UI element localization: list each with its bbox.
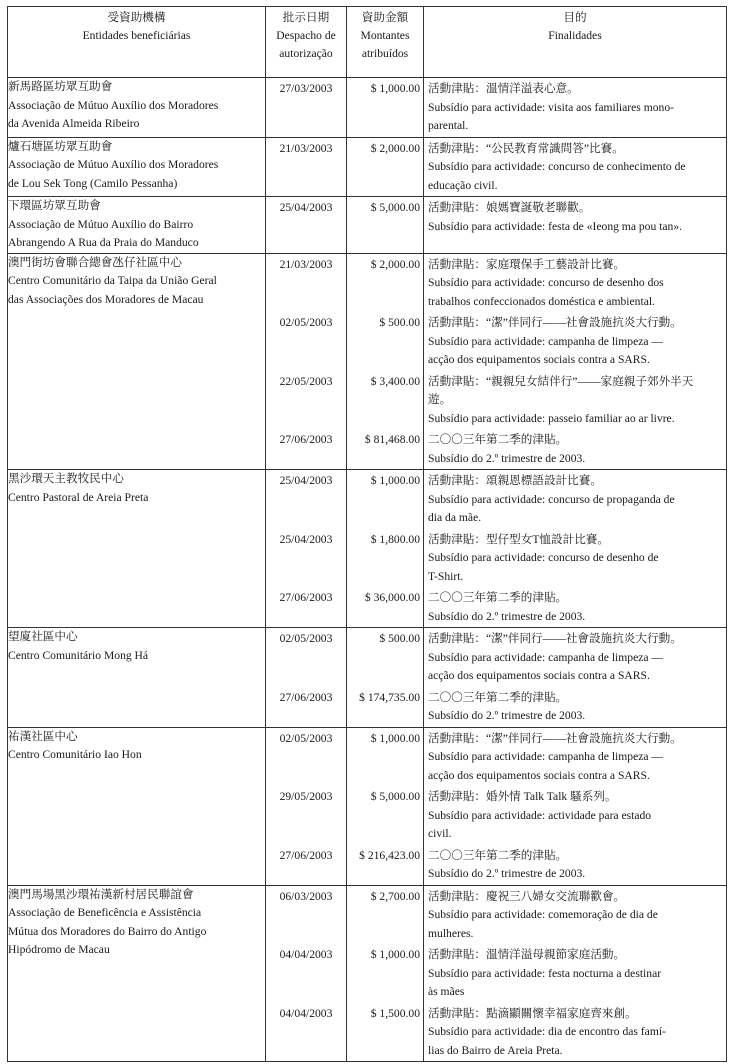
header-amount-zh: 資助金額: [361, 11, 409, 24]
grant-amount: [347, 254, 420, 313]
purpose-pt: Subsídio para actividade: comemoração de dia de: [428, 908, 658, 921]
grant-amount: [347, 312, 420, 371]
amount-cell: [347, 78, 424, 138]
date-value: 27/06/2003: [279, 433, 333, 446]
entity-name-pt: Centro Comunitário Mong Há: [8, 648, 149, 662]
grant-purpose: [428, 1003, 724, 1062]
amount-cell: [347, 628, 424, 728]
date-value: 27/03/2003: [279, 82, 333, 95]
purpose-pt: civil.: [428, 827, 452, 840]
amount-value: $ 1,000.00: [370, 474, 420, 487]
purpose-zh: 活動津貼：家庭環保手工藝設計比賽。: [428, 257, 626, 271]
amount-cell: [347, 253, 424, 470]
date-cell: [266, 628, 347, 728]
amount-value: $ 1,000.00: [370, 82, 420, 95]
entity-name-pt: Centro Pastoral de Areia Preta: [8, 490, 149, 504]
header-entity-pt: Entidades beneficiárias: [82, 29, 191, 42]
grant-purpose: [428, 728, 724, 787]
date-value: 21/03/2003: [279, 257, 333, 271]
date-cell: [266, 727, 347, 885]
purpose-cell: [424, 628, 727, 728]
purpose-zh: 活動津貼：慶祝三八婦女交流聯歡會。: [428, 889, 626, 903]
grant-purpose: [428, 429, 724, 469]
purpose-pt: Subsídio do 2.º trimestre de 2003.: [428, 609, 586, 623]
entity-name-pt: Associação de Beneficência e Assistência: [8, 906, 202, 919]
amount-cell: [347, 470, 424, 628]
grants-body: [8, 78, 727, 1062]
entity-cell: [8, 197, 266, 254]
grant-purpose: [428, 470, 724, 529]
grant-purpose: [428, 312, 724, 371]
purpose-zh: 活動津貼：型仔型女T恤設計比賽。: [428, 532, 609, 546]
purpose-pt: Subsídio para actividade: dia de encontro das famí-: [428, 1025, 666, 1038]
purpose-pt: T-Shirt.: [428, 569, 464, 583]
purpose-pt: educação civil.: [428, 178, 498, 192]
grant-date: [266, 529, 346, 588]
purpose-pt: Subsídio para actividade: actividade para estado: [428, 808, 652, 822]
purpose-pt: Subsídio para actividade: festa de «Ieong ma pou tan».: [428, 219, 683, 233]
purpose-pt: Subsídio para actividade: passeio familiar ao ar livre.: [428, 411, 675, 425]
purpose-pt: Subsídio para actividade: festa nocturna a destinar: [428, 966, 662, 980]
grant-purpose: [428, 687, 724, 727]
grant-date: [266, 728, 346, 787]
amount-value: $ 5,000.00: [370, 790, 420, 803]
amount-value: $ 2,000.00: [370, 141, 420, 155]
entity-cell: [8, 885, 266, 1062]
date-cell: [266, 885, 347, 1062]
grant-date: [266, 1003, 346, 1062]
purpose-cell: [424, 727, 727, 885]
amount-value: $ 1,000.00: [370, 731, 420, 745]
grant-amount: [347, 138, 420, 197]
purpose-pt: Subsídio para actividade: visita aos familiares mono-: [428, 100, 674, 114]
purpose-zh: 活動津貼：頌親恩標語設計比賽。: [428, 474, 602, 487]
header-amount: [347, 7, 424, 78]
purpose-pt: às mães: [428, 985, 465, 998]
grant-date: [266, 197, 346, 237]
grant-amount: [347, 78, 420, 137]
entity-name-pt: Centro Comunitário da Taipa da União Geral: [8, 274, 217, 287]
entity-cell: [8, 628, 266, 728]
entity-name-pt: Associação de Mútuo Auxílio dos Moradores: [8, 98, 219, 112]
purpose-pt: acção dos equipamentos sociais contra a SARS.: [428, 353, 650, 366]
purpose-zh: 活動津貼：娘媽寶誕敬老聯歡。: [428, 201, 591, 214]
grants-table: [7, 6, 727, 1062]
table-row: [8, 137, 727, 197]
purpose-zh: 活動津貼：婚外情 Talk Talk 騷系列。: [428, 790, 617, 803]
purpose-zh: 二〇〇三年第二季的津貼。: [428, 690, 568, 704]
purpose-zh: 活動津貼：“潔”伴同行——社會設施抗炎大行動。: [428, 316, 682, 329]
header-amount-pt1: Montantes: [360, 29, 410, 42]
purpose-pt: acção dos equipamentos sociais contra a SARS.: [428, 768, 650, 782]
entity-name-zh: 澳門馬場黑沙環祐漢新村居民聯誼會: [8, 887, 194, 901]
amount-cell: [347, 727, 424, 885]
grant-date: [266, 78, 346, 137]
amount-cell: [347, 137, 424, 197]
purpose-cell: [424, 885, 727, 1062]
grant-purpose: [428, 529, 724, 588]
header-date-zh: 批示日期: [282, 11, 330, 24]
date-value: 27/06/2003: [279, 591, 333, 604]
entity-cell: [8, 78, 266, 138]
purpose-pt: trabalhos confeccionados doméstica e ambiental.: [428, 294, 655, 308]
entity-name-pt: Associação de Mútuo Auxílio do Bairro: [8, 217, 194, 231]
grant-date: [266, 687, 346, 727]
purpose-zh: 活動津貼：“潔”伴同行——社會設施抗炎大行動。: [428, 632, 682, 645]
grant-date: [266, 944, 346, 1003]
purpose-zh: 二〇〇三年第二季的津貼。: [428, 591, 568, 604]
header-date-pt1: Despacho de: [276, 29, 336, 42]
header-amount-pt2: atribuídos: [361, 47, 409, 60]
purpose-zh: 活動津貼：“親親兒女結伴行”——家庭親子郊外半天: [428, 374, 694, 388]
purpose-pt: Subsídio para actividade: campanha de limpeza —: [428, 650, 664, 664]
purpose-zh: 二〇〇三年第二季的津貼。: [428, 433, 568, 446]
date-value: 27/06/2003: [279, 848, 333, 862]
grant-purpose: [428, 786, 724, 845]
date-value: 27/06/2003: [279, 690, 333, 704]
table-row: [8, 727, 727, 885]
grant-purpose: [428, 845, 724, 885]
grant-amount: [347, 371, 420, 430]
purpose-pt: 遊。: [428, 393, 452, 406]
date-cell: [266, 470, 347, 628]
entity-name-pt: Abrangendo A Rua da Praia do Manduco: [8, 236, 199, 249]
entity-name-pt: Hipódromo de Macau: [8, 943, 110, 956]
entity-cell: [8, 253, 266, 470]
date-value: 02/05/2003: [279, 632, 333, 645]
grant-date: [266, 254, 346, 313]
entity-cell: [8, 470, 266, 628]
date-value: 29/05/2003: [279, 790, 333, 803]
grant-amount: [347, 587, 420, 627]
purpose-pt: lias do Bairro de Areia Preta.: [428, 1043, 563, 1057]
purpose-pt: dia da mãe.: [428, 511, 482, 524]
table-row: [8, 197, 727, 254]
purpose-pt: Subsídio para actividade: concurso de desenho de: [428, 551, 659, 564]
grant-amount: [347, 1003, 420, 1062]
header-date: [266, 7, 347, 78]
purpose-zh: 活動津貼：溫情洋溢母親節家庭活動。: [428, 948, 626, 961]
grant-purpose: [428, 197, 724, 237]
header-purpose: [424, 7, 727, 78]
grant-purpose: [428, 628, 724, 687]
purpose-zh: 活動津貼：點滴顯關懷幸福家庭齊來創。: [428, 1006, 637, 1020]
date-cell: [266, 78, 347, 138]
grant-purpose: [428, 587, 724, 627]
entity-cell: [8, 137, 266, 197]
amount-value: $ 1,800.00: [370, 532, 420, 546]
grant-date: [266, 429, 346, 469]
purpose-pt: Subsídio do 2.º trimestre de 2003.: [428, 451, 586, 465]
header-entity-zh: 受資助機構: [107, 11, 166, 24]
purpose-pt: Subsídio para actividade: campanha de limpeza —: [428, 334, 664, 348]
table-row: [8, 78, 727, 138]
grant-purpose: [428, 371, 724, 430]
amount-cell: [347, 885, 424, 1062]
entity-cell: [8, 727, 266, 885]
purpose-cell: [424, 253, 727, 470]
amount-value: $ 81,468.00: [364, 433, 420, 446]
purpose-pt: Subsídio do 2.º trimestre de 2003.: [428, 867, 586, 880]
purpose-zh: 二〇〇三年第二季的津貼。: [428, 848, 568, 862]
date-value: 04/04/2003: [279, 948, 333, 961]
grant-date: [266, 371, 346, 430]
purpose-cell: [424, 197, 727, 254]
grant-date: [266, 470, 346, 529]
purpose-pt: Subsídio para actividade: concurso de propaganda de: [428, 492, 675, 506]
purpose-zh: 活動津貼：溫情洋溢表心意。: [428, 82, 579, 95]
date-value: 22/05/2003: [279, 374, 333, 388]
purpose-cell: [424, 137, 727, 197]
grant-amount: [347, 429, 420, 469]
amount-value: $ 1,500.00: [370, 1006, 420, 1020]
grant-purpose: [428, 78, 724, 137]
header-row: [8, 7, 727, 78]
purpose-cell: [424, 470, 727, 628]
date-value: 25/04/2003: [279, 474, 333, 487]
amount-value: $ 36,000.00: [364, 591, 420, 604]
grant-amount: [347, 470, 420, 529]
grant-amount: [347, 529, 420, 588]
amount-value: $ 2,700.00: [370, 889, 420, 903]
header-date-pt2: autorização: [279, 47, 333, 60]
purpose-pt: parental.: [428, 119, 469, 132]
entity-name-pt: Mútua dos Moradores do Bairro do Antigo: [8, 924, 207, 938]
purpose-cell: [424, 78, 727, 138]
grant-amount: [347, 628, 420, 687]
grant-amount: [347, 197, 420, 237]
entity-name-pt: de Lou Sek Tong (Camilo Pessanha): [8, 176, 178, 190]
grant-purpose: [428, 138, 724, 197]
purpose-pt: Subsídio do 2.º trimestre de 2003.: [428, 709, 586, 722]
entity-name-pt: Centro Comunitário Iao Hon: [8, 748, 142, 761]
header-purpose-pt: Finalidades: [548, 29, 602, 42]
amount-value: $ 2,000.00: [370, 257, 420, 271]
grant-amount: [347, 845, 420, 885]
amount-value: $ 216,423.00: [359, 848, 420, 862]
entity-name-pt: da Avenida Almeida Ribeiro: [8, 117, 140, 130]
grant-date: [266, 886, 346, 945]
grant-date: [266, 786, 346, 845]
amount-value: $ 1,000.00: [370, 948, 420, 961]
date-cell: [266, 253, 347, 470]
date-cell: [266, 197, 347, 254]
grant-amount: [347, 687, 420, 727]
purpose-pt: mulheres.: [428, 926, 474, 940]
entity-name-zh: 下環區坊眾互助會: [8, 199, 101, 212]
date-value: 21/03/2003: [279, 141, 333, 155]
grant-date: [266, 845, 346, 885]
header-purpose-zh: 目的: [563, 11, 587, 24]
date-value: 25/04/2003: [279, 532, 333, 546]
amount-value: $ 3,400.00: [370, 374, 420, 388]
purpose-pt: Subsídio para actividade: campanha de limpeza —: [428, 750, 664, 763]
grant-purpose: [428, 254, 724, 313]
grant-amount: [347, 886, 420, 945]
amount-cell: [347, 197, 424, 254]
entity-name-zh: 爐石塘區坊眾互助會: [8, 139, 113, 153]
purpose-pt: Subsídio para actividade: concurso de desenho dos: [428, 276, 664, 289]
purpose-zh: 活動津貼：“公民教育常識問答”比賽。: [428, 141, 624, 155]
grant-amount: [347, 944, 420, 1003]
grant-amount: [347, 728, 420, 787]
date-value: 25/04/2003: [279, 201, 333, 214]
amount-value: $ 500.00: [379, 632, 420, 645]
purpose-pt: acção dos equipamentos sociais contra a SARS.: [428, 669, 650, 682]
amount-value: $ 174,735.00: [359, 690, 420, 704]
table-row: [8, 628, 727, 728]
grant-date: [266, 312, 346, 371]
grant-amount: [347, 786, 420, 845]
entity-name-zh: 新馬路區坊眾互助會: [8, 80, 113, 93]
entity-name-pt: das Associações dos Moradores de Macau: [8, 292, 204, 306]
table-row: [8, 885, 727, 1062]
amount-value: $ 5,000.00: [370, 201, 420, 214]
entity-name-zh: 澳門街坊會聯合總會氹仔社區中心: [8, 255, 182, 269]
table-row: [8, 253, 727, 470]
entity-name-zh: 黑沙環天主教牧民中心: [8, 472, 124, 485]
grant-purpose: [428, 886, 724, 945]
amount-value: $ 500.00: [379, 316, 420, 329]
entity-name-zh: 祐漢社區中心: [8, 729, 78, 743]
date-value: 02/05/2003: [279, 731, 333, 745]
purpose-zh: 活動津貼：“潔”伴同行——社會設施抗炎大行動。: [428, 731, 682, 745]
date-value: 04/04/2003: [279, 1006, 333, 1020]
date-value: 02/05/2003: [279, 316, 333, 329]
grant-date: [266, 587, 346, 627]
purpose-pt: Subsídio para actividade: concurso de conhecimento de: [428, 160, 686, 173]
date-cell: [266, 137, 347, 197]
header-entity: [8, 7, 266, 78]
entity-name-zh: 望廈社區中心: [8, 630, 78, 643]
grant-date: [266, 138, 346, 197]
entity-name-pt: Associação de Mútuo Auxílio dos Moradores: [8, 158, 219, 171]
grant-purpose: [428, 944, 724, 1003]
table-row: [8, 470, 727, 628]
date-value: 06/03/2003: [279, 889, 333, 903]
grant-date: [266, 628, 346, 687]
